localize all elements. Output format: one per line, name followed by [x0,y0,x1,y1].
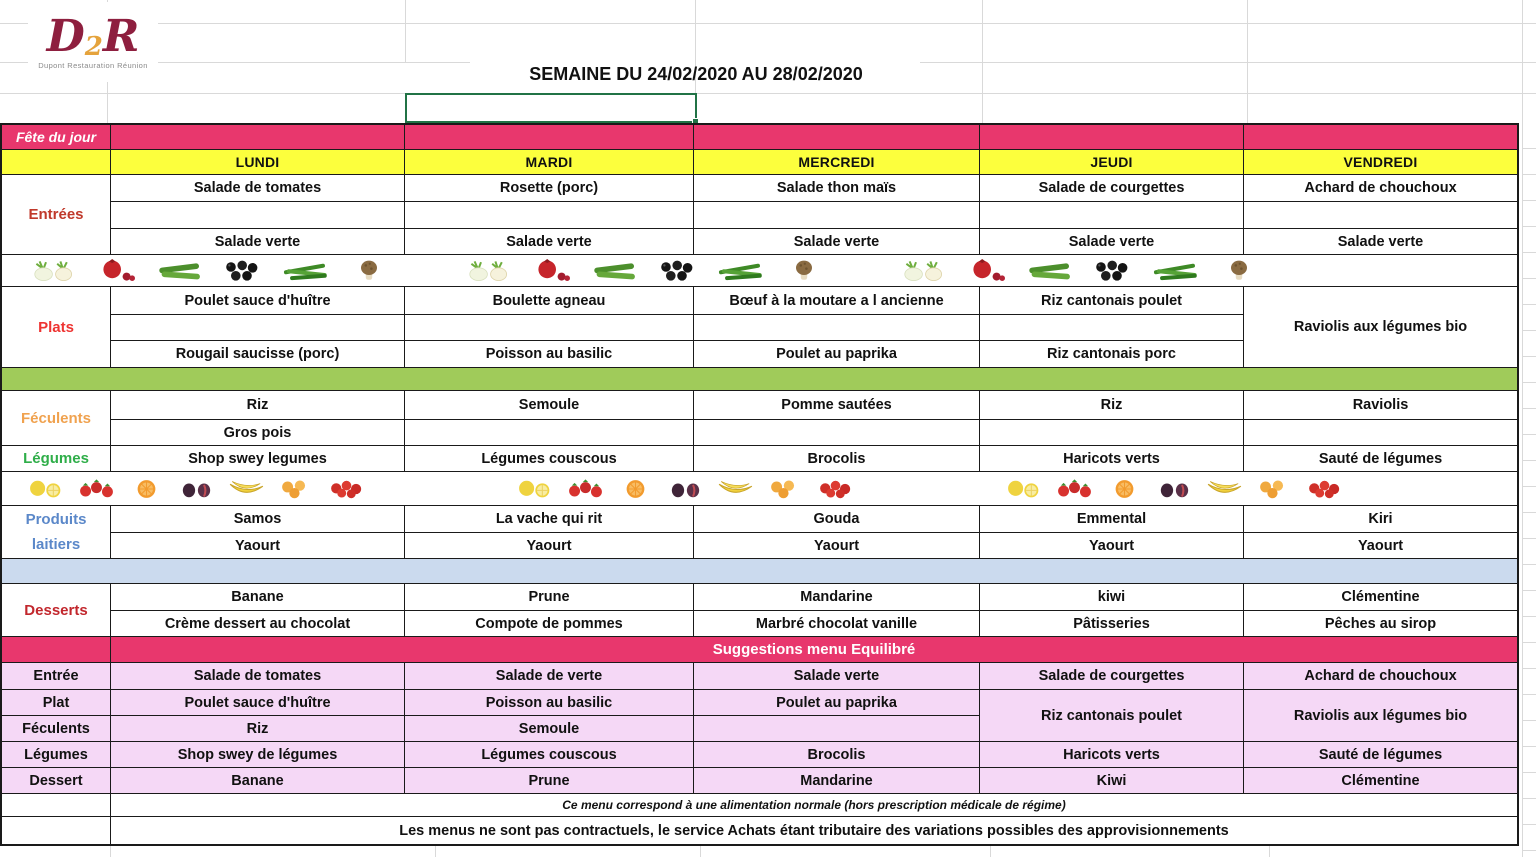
entrees3-lundi[interactable]: Salade verte [111,229,404,254]
gridline [920,62,1536,63]
fete-du-jour-label[interactable]: Fête du jour [2,125,110,149]
banana-icon [1204,476,1245,502]
plats1-jeudi[interactable]: Riz cantonais poulet [980,287,1243,314]
legumes-jeudi[interactable]: Haricots verts [980,446,1243,471]
sugg-label-dessert[interactable]: Dessert [2,768,110,793]
laitiers1-mardi[interactable]: La vache qui rit [405,506,693,532]
sugg-legumes-jeudi[interactable]: Haricots verts [980,742,1243,767]
laitiers2-lundi[interactable]: Yaourt [111,533,404,558]
vegetable-icon-band [2,255,1517,286]
mushroom-icon [345,258,393,284]
gridline [435,845,436,857]
entrees2-mercredi[interactable] [694,202,979,228]
olives-icon [219,258,267,284]
green-beans-icon [1152,258,1200,284]
laitiers2-mercredi[interactable]: Yaourt [694,533,979,558]
orange-icon [126,476,167,502]
section-label-desserts[interactable]: Desserts [2,584,110,636]
logo-letter-r: R [102,10,140,62]
green-separator-band[interactable] [2,368,1517,390]
entrees2-lundi[interactable] [111,202,404,228]
gridline [990,845,991,857]
sugg-legumes-mercredi[interactable]: Brocolis [694,742,979,767]
lemon-icon [515,476,556,502]
legumes-vendredi[interactable]: Sauté de légumes [1244,446,1517,471]
sugg-entree-lundi[interactable]: Salade de tomates [111,663,404,689]
logo-digit-2: 2 [84,31,103,62]
desserts2-lundi[interactable]: Crème dessert au chocolat [111,611,404,636]
legumes-mercredi[interactable]: Brocolis [694,446,979,471]
desserts1-mercredi[interactable]: Mandarine [694,584,979,610]
sugg-entree-mercredi[interactable]: Salade verte [694,663,979,689]
veg-icon-group [465,258,828,284]
veg-icon-group [900,258,1263,284]
desserts2-jeudi[interactable]: Pâtisseries [980,611,1243,636]
plats2-jeudi[interactable] [980,315,1243,340]
footer-note-regime[interactable]: Ce menu correspond à une alimentation normale (hors prescription médicale de régime) [111,794,1517,816]
d2r-logo-word [46,10,140,62]
entrees3-mercredi[interactable]: Salade verte [694,229,979,254]
desserts1-jeudi[interactable]: kiwi [980,584,1243,610]
feculents2-jeudi[interactable] [980,420,1243,445]
desserts2-mercredi[interactable]: Marbré chocolat vanille [694,611,979,636]
apricot-icon [765,476,806,502]
laitiers2-vendredi[interactable]: Yaourt [1244,533,1517,558]
laitiers1-mercredi[interactable]: Gouda [694,506,979,532]
fennel-icon [900,258,948,284]
lemon-icon [26,476,67,502]
desserts2-vendredi[interactable]: Pêches au sirop [1244,611,1517,636]
fennel-icon [30,258,78,284]
suggestions-header-spacer[interactable] [2,637,110,662]
fig-icon [176,476,217,502]
sugg-feculents-mardi[interactable]: Semoule [405,716,693,741]
laitiers1-vendredi[interactable]: Kiri [1244,506,1517,532]
desserts1-lundi[interactable]: Banane [111,584,404,610]
strawberry-icon [565,476,606,502]
fig-icon [1154,476,1195,502]
day-header-mardi[interactable]: MARDI [405,150,693,174]
fruit-icon-group [26,476,367,502]
selected-cell-outline[interactable] [405,93,697,123]
fruit-icon-group [1004,476,1345,502]
feculents2-mardi[interactable] [405,420,693,445]
menu-table [0,123,1519,846]
sugg-legumes-mardi[interactable]: Légumes couscous [405,742,693,767]
sugg-plat-jeudi-merged[interactable]: Riz cantonais poulet [980,690,1243,741]
apricot-icon [276,476,317,502]
sugg-dessert-vendredi[interactable]: Clémentine [1244,768,1517,793]
legumes-lundi[interactable]: Shop swey legumes [111,446,404,471]
fete-cell-jeudi[interactable] [980,125,1243,149]
sugg-label-entree[interactable]: Entrée [2,663,110,689]
tomato-icon [326,476,367,502]
strawberry-icon [1054,476,1095,502]
tomato-icon [815,476,856,502]
fig-icon [665,476,706,502]
pomegranate-icon [93,258,141,284]
day-header-spacer[interactable] [2,150,110,174]
day-header-lundi[interactable]: LUNDI [111,150,404,174]
d2r-logo [28,2,158,82]
sugg-plat-vendredi-merged[interactable]: Raviolis aux légumes bio [1244,690,1517,741]
suggestions-header[interactable]: Suggestions menu Equilibré [111,637,1517,662]
green-beans-icon [717,258,765,284]
gridline [0,23,1536,24]
zucchini-icon [591,258,639,284]
sugg-legumes-vendredi[interactable]: Sauté de légumes [1244,742,1517,767]
laitiers1-jeudi[interactable]: Emmental [980,506,1243,532]
gridline [700,845,701,857]
desserts1-vendredi[interactable]: Clémentine [1244,584,1517,610]
legumes-mardi[interactable]: Légumes couscous [405,446,693,471]
veg-icon-group [30,258,393,284]
entrees2-mardi[interactable] [405,202,693,228]
plats2-mardi[interactable] [405,315,693,340]
entrees1-vendredi[interactable]: Achard de chouchoux [1244,175,1517,201]
plats2-mercredi[interactable] [694,315,979,340]
lemon-icon [1004,476,1045,502]
entrees3-jeudi[interactable]: Salade verte [980,229,1243,254]
sugg-dessert-mercredi[interactable]: Mandarine [694,768,979,793]
section-label-feculents[interactable]: Féculents [2,391,110,445]
sugg-dessert-mardi[interactable]: Prune [405,768,693,793]
sugg-feculents-mercredi[interactable] [694,716,979,741]
plats-vendredi-merged[interactable]: Raviolis aux légumes bio [1244,287,1517,367]
gridline [1247,0,1248,123]
week-title[interactable]: SEMAINE DU 24/02/2020 AU 28/02/2020 [529,64,863,84]
footer-note-contractuel[interactable]: Les menus ne sont pas contractuels, le service Achats étant tributaire des variations possibles des approvisionnements [111,817,1517,844]
sugg-feculents-lundi[interactable]: Riz [111,716,404,741]
plats2-lundi[interactable] [111,315,404,340]
label-produits: Produits [25,511,87,528]
feculents1-mercredi[interactable]: Pomme sautées [694,391,979,419]
feculents2-vendredi[interactable] [1244,420,1517,445]
fete-cell-vendredi[interactable] [1244,125,1517,149]
banana-icon [226,476,267,502]
sugg-dessert-lundi[interactable]: Banane [111,768,404,793]
gridline [405,0,406,62]
logo-caption: Dupont Restauration Réunion [38,60,148,70]
day-header-jeudi[interactable]: JEUDI [980,150,1243,174]
day-header-mercredi[interactable]: MERCREDI [694,150,979,174]
day-header-vendredi[interactable]: VENDREDI [1244,150,1517,174]
footer-spacer-1[interactable] [2,794,110,816]
section-label-plats[interactable]: Plats [2,287,110,367]
desserts2-mardi[interactable]: Compote de pommes [405,611,693,636]
fete-cell-mardi[interactable] [405,125,693,149]
section-label-produits-laitiers[interactable] [2,506,110,558]
entrees1-mercredi[interactable]: Salade thon maïs [694,175,979,201]
entrees3-mardi[interactable]: Salade verte [405,229,693,254]
fruit-icon-group [515,476,856,502]
fennel-icon [465,258,513,284]
sugg-label-legumes[interactable]: Légumes [2,742,110,767]
feculents1-jeudi[interactable]: Riz [980,391,1243,419]
green-beans-icon [282,258,330,284]
feculents2-lundi[interactable]: Gros pois [111,420,404,445]
footer-spacer-2[interactable] [2,817,110,844]
sugg-entree-jeudi[interactable]: Salade de courgettes [980,663,1243,689]
entrees1-lundi[interactable]: Salade de tomates [111,175,404,201]
mushroom-icon [1215,258,1263,284]
apricot-icon [1254,476,1295,502]
entrees1-jeudi[interactable]: Salade de courgettes [980,175,1243,201]
orange-icon [615,476,656,502]
gridline [1269,845,1270,857]
zucchini-icon [1026,258,1074,284]
zucchini-icon [156,258,204,284]
entrees3-vendredi[interactable]: Salade verte [1244,229,1517,254]
olives-icon [1089,258,1137,284]
plats3-jeudi[interactable]: Riz cantonais porc [980,341,1243,367]
laitiers1-lundi[interactable]: Samos [111,506,404,532]
entrees2-vendredi[interactable] [1244,202,1517,228]
feculents2-mercredi[interactable] [694,420,979,445]
fete-cell-lundi[interactable] [111,125,404,149]
banana-icon [715,476,756,502]
sugg-label-plat[interactable]: Plat [2,690,110,715]
sugg-label-feculents[interactable]: Féculents [2,716,110,741]
section-label-legumes[interactable]: Légumes [2,446,110,471]
plats3-mercredi[interactable]: Poulet au paprika [694,341,979,367]
section-label-entrees[interactable]: Entrées [2,175,110,254]
fruit-icon-band [2,472,1517,505]
sugg-plat-mardi[interactable]: Poisson au basilic [405,690,693,715]
plats1-mardi[interactable]: Boulette agneau [405,287,693,314]
feculents1-mardi[interactable]: Semoule [405,391,693,419]
sugg-dessert-jeudi[interactable]: Kiwi [980,768,1243,793]
label-laitiers: laitiers [31,536,81,553]
feculents1-vendredi[interactable]: Raviolis [1244,391,1517,419]
pomegranate-icon [963,258,1011,284]
entrees1-mardi[interactable]: Rosette (porc) [405,175,693,201]
sugg-entree-vendredi[interactable]: Achard de chouchoux [1244,663,1517,689]
entrees2-jeudi[interactable] [980,202,1243,228]
laitiers2-mardi[interactable]: Yaourt [405,533,693,558]
sugg-plat-mercredi[interactable]: Poulet au paprika [694,690,979,715]
desserts1-mardi[interactable]: Prune [405,584,693,610]
gridline [982,0,983,123]
gridline [0,93,1536,94]
sugg-plat-lundi[interactable]: Poulet sauce d'huître [111,690,404,715]
plats3-mardi[interactable]: Poisson au basilic [405,341,693,367]
gridline [110,845,111,857]
right-margin-grid [1523,123,1536,857]
plats3-lundi[interactable]: Rougail saucisse (porc) [111,341,404,367]
sugg-legumes-lundi[interactable]: Shop swey de légumes [111,742,404,767]
blue-separator-band[interactable] [2,559,1517,583]
laitiers2-jeudi[interactable]: Yaourt [980,533,1243,558]
mushroom-icon [780,258,828,284]
tomato-icon [1304,476,1345,502]
plats1-lundi[interactable]: Poulet sauce d'huître [111,287,404,314]
strawberry-icon [76,476,117,502]
logo-letter-d: D [46,10,85,62]
fete-cell-mercredi[interactable] [694,125,979,149]
orange-icon [1104,476,1145,502]
olives-icon [654,258,702,284]
pomegranate-icon [528,258,576,284]
feculents1-lundi[interactable]: Riz [111,391,404,419]
plats1-mercredi[interactable]: Bœuf à la moutare a l ancienne [694,287,979,314]
sugg-entree-mardi[interactable]: Salade de verte [405,663,693,689]
